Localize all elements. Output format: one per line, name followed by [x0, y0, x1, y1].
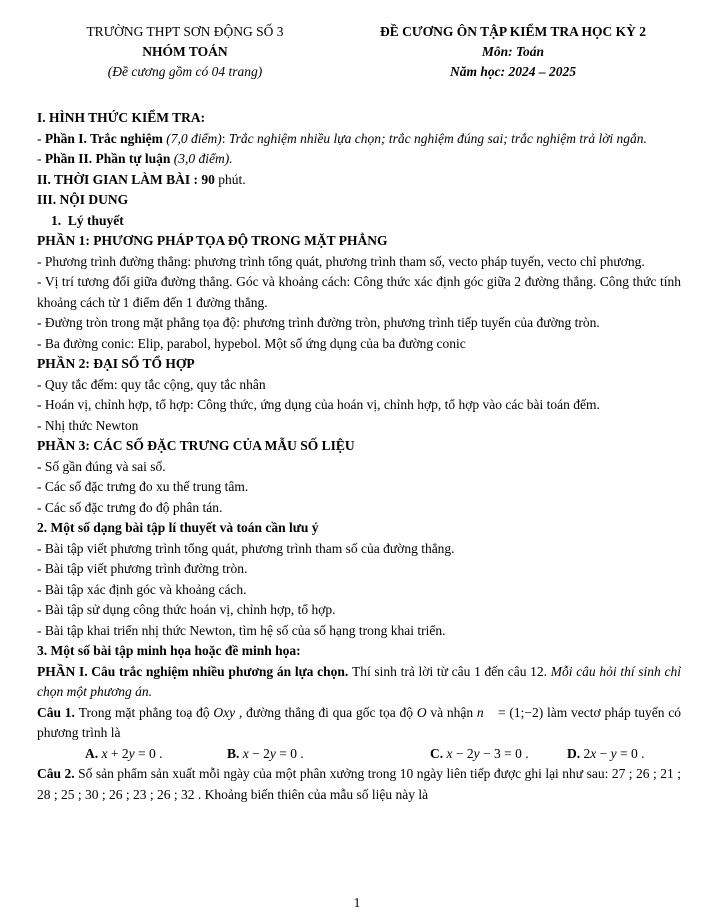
subject-line: Môn: Toán — [481, 44, 545, 59]
text-run: - Bài tập sử dụng công thức hoán vị, chỉnh hợp, tổ hợp. — [37, 602, 336, 617]
para-relative-position — [37, 272, 681, 313]
heading-theory — [37, 211, 681, 232]
heading-content — [37, 190, 681, 211]
text-run: PHẦN 3: CÁC SỐ ĐẶC TRƯNG CỦA MẪU SỐ LIỆU — [37, 438, 355, 453]
text-run: : — [221, 130, 229, 146]
text-run: 3. Một số bài tập minh họa hoặc đề minh họa: — [37, 643, 301, 658]
text-run: (7,0 điểm) — [166, 130, 222, 146]
option-label: A. — [85, 745, 102, 761]
text-run: Thí sinh trả lời từ câu 1 đến câu 12. — [351, 663, 551, 679]
question-1-options — [37, 744, 681, 765]
text-run: Oxy — [213, 704, 236, 720]
text-run: - Hoán vị, chỉnh hợp, tổ hợp: Công thức, ứng dụng của hoán vị, chỉnh hợp, tổ hợp vào các bài toán đếm. — [37, 397, 600, 412]
school-year-line: Năm học: 2024 – 2025 — [450, 64, 576, 79]
text-run: Trong mặt phẳng toạ độ — [78, 704, 214, 720]
text-run: - Bài tập viết phương trình đường tròn. — [37, 561, 248, 576]
text-run: = (1;−2) làm vectơ pháp tuyến có phương trình là — [37, 704, 682, 740]
para-newton — [37, 416, 681, 437]
heading-section2 — [37, 518, 681, 539]
text-run: - — [37, 151, 45, 166]
text-run: y — [269, 745, 276, 761]
text-run: − — [596, 745, 611, 761]
heading-phan2 — [37, 354, 681, 375]
text-run: Câu 2. — [37, 766, 79, 781]
heading-exam-format — [37, 108, 681, 129]
text-run: y — [610, 745, 617, 761]
page-count-note: (Đề cương gồm có 04 trang) — [107, 64, 263, 79]
text-run: - Bài tập viết phương trình tổng quát, phương trình tham số của đường thẳng. — [37, 540, 455, 556]
text-run: - Các số đặc trưng đo độ phân tán. — [37, 499, 223, 515]
question-1 — [37, 703, 681, 744]
para-part1 — [37, 129, 681, 150]
text-run: - Số gần đúng và sai số. — [37, 458, 166, 474]
text-run: III. NỘI DUNG — [37, 192, 129, 207]
text-run: − 3 = 0 . — [479, 745, 529, 761]
text-run: − 2 — [248, 745, 270, 761]
question-2 — [37, 764, 681, 805]
option-label: D. — [567, 745, 584, 761]
document-body — [37, 108, 681, 805]
text-run: Mỗi câu hỏi thí sinh chỉ chọn một phương án. — [37, 663, 681, 699]
text-run: - Đường tròn trong mặt phẳng tọa độ: phương trình đường tròn, phương trình tiếp tuyến của đường tròn. — [37, 315, 600, 330]
text-run: − 2 — [452, 745, 474, 761]
heading-phan3 — [37, 436, 681, 457]
para-conics — [37, 334, 681, 355]
text-run: Câu 1. — [37, 704, 79, 720]
answer-option — [567, 744, 681, 765]
text-run: Lý thuyết — [67, 212, 124, 228]
page-number: 1 — [353, 895, 361, 910]
text-run: x — [446, 745, 453, 761]
para-dispersion — [37, 498, 681, 519]
answer-option — [227, 744, 430, 765]
text-run: x — [242, 745, 249, 761]
header-title-block — [330, 22, 696, 82]
option-label: B. — [227, 745, 243, 761]
text-run: PHẦN I. Câu trắc nghiệm nhiều phương án lựa chọn. — [37, 663, 352, 679]
text-run: - Phương trình đường thẳng: phương trình tổng quát, phương trình tham số, vecto pháp tuyến, vecto chỉ phương. — [37, 253, 645, 269]
heading-section3 — [37, 641, 681, 662]
text-run: Trắc nghiệm nhiều lựa chọn; trắc nghiệm đúng sai; trắc nghiệm trả lời ngắn. — [228, 130, 647, 146]
para-ex-circle-eq — [37, 559, 681, 580]
text-run: y — [473, 745, 480, 761]
para-ex-newton — [37, 621, 681, 642]
text-run: I. HÌNH THỨC KIỂM TRA: — [37, 110, 206, 125]
header-school-block — [40, 22, 330, 82]
department-name: NHÓM TOÁN — [142, 44, 228, 59]
text-run: y — [128, 745, 135, 761]
text-run: - Các số đặc trưng đo xu thế trung tâm. — [37, 479, 249, 494]
text-run: 2. Một số dạng bài tập lí thuyết và toán cần lưu ý — [37, 520, 319, 535]
para-permutations — [37, 395, 681, 416]
option-label: C. — [430, 745, 447, 761]
heading-duration — [37, 170, 681, 191]
text-run: x — [590, 745, 597, 761]
text-run: PHẦN 2: ĐẠI SỐ TỔ HỢP — [37, 356, 195, 371]
para-circle — [37, 313, 681, 334]
para-central-tendency — [37, 477, 681, 498]
text-run — [61, 213, 68, 228]
para-approx — [37, 457, 681, 478]
text-run: . Khoảng biến thiên của mẫu số liệu này là — [194, 786, 429, 802]
text-run: - Bài tập khai triển nhị thức Newton, tìm hệ số của số hạng trong khai triển. — [37, 622, 446, 638]
text-run: = 0 . — [275, 745, 304, 761]
para-line-equation — [37, 252, 681, 273]
para-counting-rules — [37, 375, 681, 396]
text-run: O — [416, 704, 427, 720]
answer-option — [85, 744, 227, 765]
text-run: - Quy tắc đếm: quy tắc cộng, quy tắc nhân — [37, 376, 266, 392]
para-ex-general-eq — [37, 539, 681, 560]
text-run: - Bài tập xác định góc và khoảng cách. — [37, 581, 247, 597]
text-run: PHẦN 1: PHƯƠNG PHÁP TỌA ĐỘ TRONG MẶT PHẲNG — [37, 233, 388, 248]
heading-part1-mc — [37, 662, 681, 703]
text-run: (3,0 điểm). — [173, 151, 233, 166]
document-title: ĐỀ CƯƠNG ÔN TẬP KIỂM TRA HỌC KỲ 2 — [379, 24, 647, 39]
text-run: phút. — [214, 171, 246, 187]
text-run: - — [37, 130, 45, 146]
text-run: n⃗ — [476, 704, 495, 720]
text-run: - Vị trí tương đối giữa đường thẳng. Góc và khoảng cách: Công thức xác định góc giữa 2 đường thẳng. Công thức tính khoảng cách từ 1 điểm đến 1 đường thẳng. — [37, 274, 681, 310]
text-run: 1. — [51, 212, 62, 228]
text-run: , đường thẳng đi qua gốc tọa độ — [235, 704, 417, 720]
para-ex-combinatorics — [37, 600, 681, 621]
text-run: Phần II. Phần tự luận — [44, 151, 174, 166]
heading-phan1 — [37, 231, 681, 252]
text-run: II. THỜI GIAN LÀM BÀI : 90 — [37, 171, 215, 187]
text-run: - Nhị thức Newton — [37, 417, 139, 433]
text-run: 2 — [583, 745, 591, 761]
text-run: x — [101, 745, 108, 761]
text-run: + 2 — [107, 745, 129, 761]
school-name: TRƯỜNG THPT SƠN ĐỘNG SỐ 3 — [86, 24, 284, 39]
page-footer — [0, 895, 714, 911]
text-run: - Ba đường conic: Elip, parabol, hypebol. Một số ứng dụng của ba đường conic — [37, 335, 466, 351]
document-header — [0, 0, 714, 82]
text-run: = 0 . — [616, 745, 645, 761]
text-run: Số sản phẩm sản xuất mỗi ngày của một phân xưởng trong 10 ngày liên tiếp được ghi lại như sau: — [78, 766, 612, 781]
para-part2 — [37, 149, 681, 170]
text-run: Phần I. Trắc nghiệm — [44, 130, 167, 146]
text-run: và nhận — [426, 704, 477, 720]
text-run: = 0 . — [134, 745, 163, 761]
text-run: 27 ; 26 ; 21 ; 28 ; 25 ; 30 ; 26 ; 23 ; 26 ; 32 — [37, 766, 681, 802]
answer-option — [430, 744, 567, 765]
para-ex-angle-distance — [37, 580, 681, 601]
